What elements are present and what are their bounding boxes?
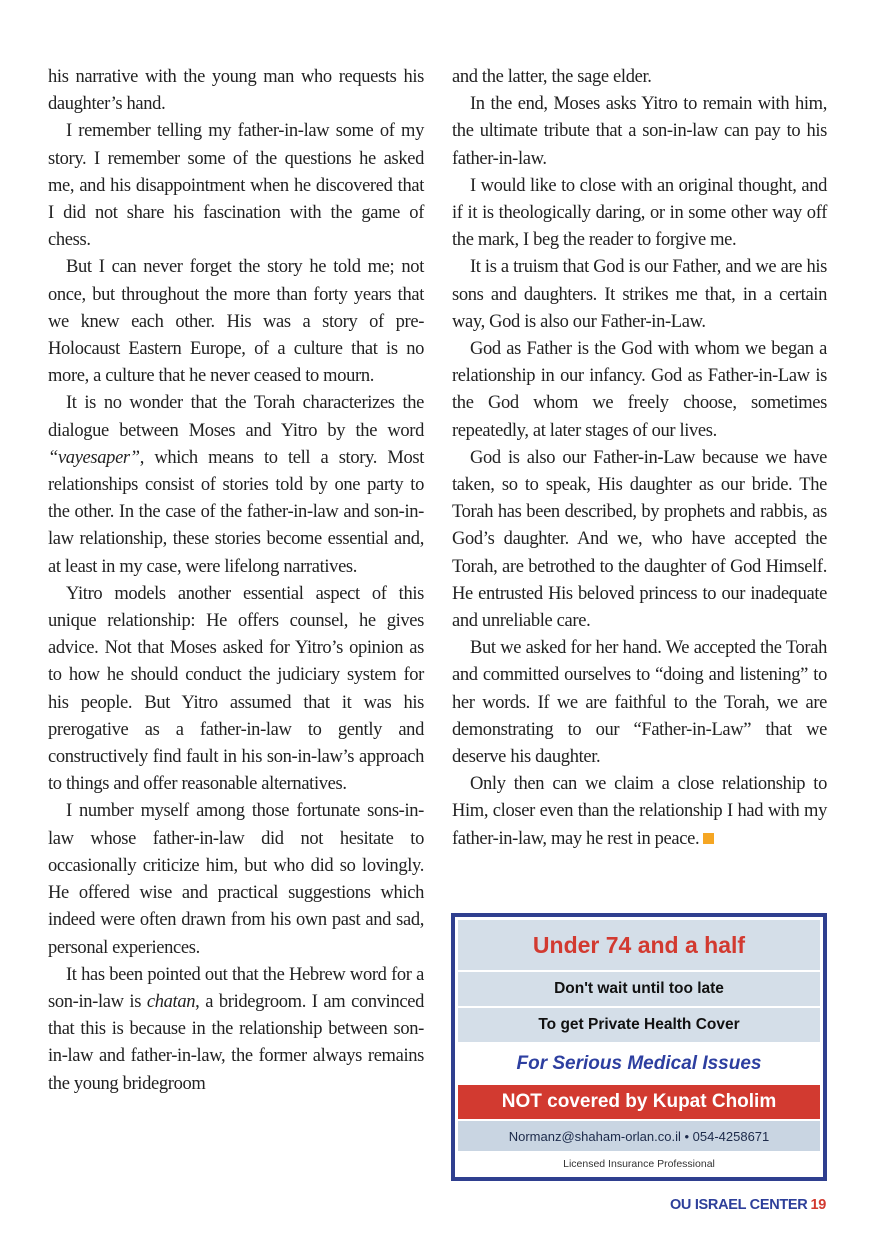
text-run: It is no wonder that the Torah characterizes the dialogue between Moses and Yitro by the word [48,393,424,441]
ad-line: For Serious Medical Issues [458,1044,820,1084]
article-right-column [452,64,827,853]
paragraph: Yitro models another essential aspect of this unique relationship: He offers counsel, he gives advice. Not that Moses asked for Yitro’s opinion as to how he should conduct the judiciary system for his people. But Yitro assumed that it was his prerogative as a father-in-law to gently and constructively find fault in his son-in-law’s approach to things and offer reasonable alternatives. [48,583,424,795]
ad-contact[interactable]: Normanz@shaham-orlan.co.il • 054-4258671 [458,1121,820,1151]
page-number: 19 [810,1197,826,1213]
ad-line: To get Private Health Cover [458,1008,820,1042]
text-run: , a bridegroom. I am convinced that this is because in the relationship between son-in-law and father-in-law, the former always remains the young bridegroom [48,991,424,1094]
paragraph: I would like to close with an original thought, and if it is theologically daring, or in some other way off the mark, I beg the reader to forgive me. [452,175,827,251]
paragraph: It is a truism that God is our Father, and we are his sons and daughters. It strikes me that, in a certain way, God is also our Father-in-Law. [452,257,827,332]
italic-term: “vayesaper” [48,447,140,468]
paragraph: In the end, Moses asks Yitro to remain with him, the ultimate tribute that a son-in-law can pay to his father-in-law. [452,94,827,169]
italic-term: chatan [146,991,196,1012]
paragraph: and the latter, the sage elder. [452,67,652,87]
ad-line: Don't wait until too late [458,972,820,1006]
paragraph: But I can never forget the story he told me; not once, but throughout the more than forty years that we knew each other. His was a story of pre-Holocaust Eastern Europe, of a culture that is no more, a culture that he never ceased to mourn. [48,257,424,387]
paragraph: I number myself among those fortunate sons-in-law whose father-in-law did not hesitate to occasionally criticize him, but who did so lovingly. He offered wise and practical suggestions which indeed were often drawn from his own past and sad, personal experiences. [48,801,424,958]
paragraph: his narrative with the young man who requests his daughter’s hand. [48,67,424,115]
paragraph: But we asked for her hand. We accepted the Torah and committed ourselves to “doing and listening” to her words. If we are faithful to the Torah, we are demonstrating to our “Father-in-Law” that we deserve his daughter. [452,638,827,768]
paragraph: God is also our Father-in-Law because we have taken, so to speak, His daughter as our bride. The Torah has been described, by prophets and rabbis, as God’s daughter. And we, who have accepted the Torah, are betrothed to the daughter of God Himself. He entrusted His beloved princess to our inadequate and unreliable care. [452,447,827,632]
paragraph: God as Father is the God with whom we began a relationship in our infancy. God as Father-in-Law is the God whom we freely choose, sometimes repeatedly, at later stages of our lives. [452,339,827,441]
text-run: , which means to tell a story. Most relationships consist of stories told by one party to the other. In the case of the father-in-law and son-in-law relationship, these stories become essential and, at least in my case, were lifelong narratives. [48,447,424,577]
page-footer [670,1197,826,1213]
end-of-article-mark [703,833,714,844]
ad-license-note: Licensed Insurance Professional [458,1153,820,1175]
ad-headline: Under 74 and a half [458,920,820,970]
text-run: Only then can we claim a close relationship to Him, closer even than the relationship I had with my father-in-law, may he rest in peace. [452,774,827,849]
paragraph [48,962,424,1098]
text-run: It has been pointed out that the Hebrew word for a son-in-law is [48,964,424,1012]
ad-warning-banner: NOT covered by Kupat Cholim [458,1085,820,1119]
insurance-advertisement[interactable] [451,913,827,1181]
paragraph: I remember telling my father-in-law some of my story. I remember some of the questions he asked me, and his disappointment when he discovered that I did not share his fascination with the game of chess. [48,121,424,251]
article-left-column [48,64,424,1098]
paragraph [48,390,424,580]
publication-name: OU ISRAEL CENTER [669,1197,808,1213]
paragraph [452,771,827,853]
